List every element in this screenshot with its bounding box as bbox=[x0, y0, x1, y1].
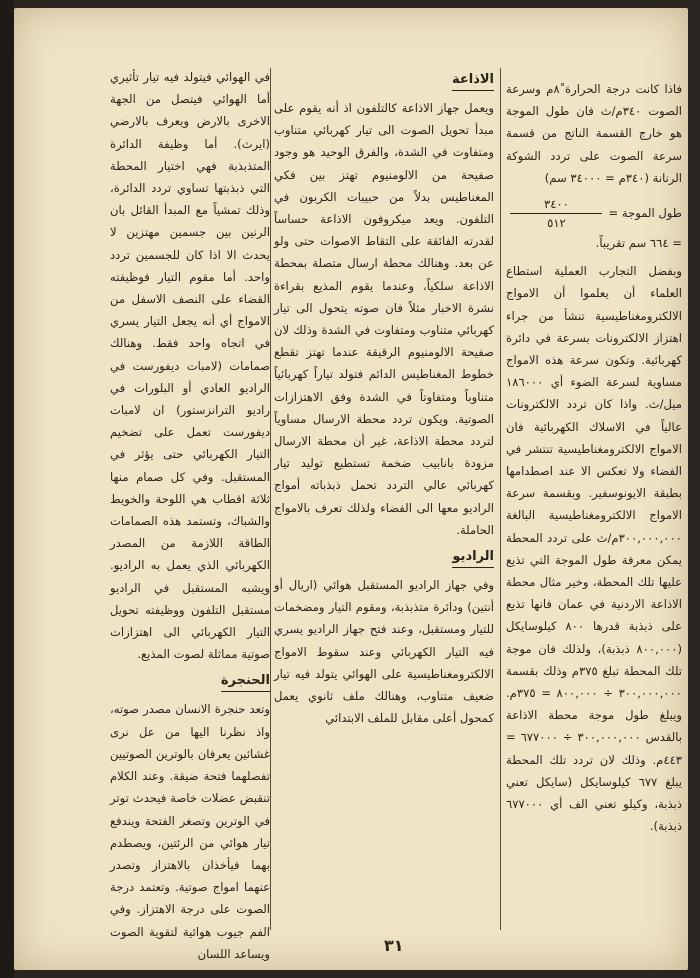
formula-denominator: ٥١٢ bbox=[547, 216, 566, 231]
paragraph: وبفضل التجارب العملية استطاع العلماء أن يعلموا أن الامواج الالكترومغناطيسية تنشأ من جراء اهتزاز الالكترونات بسرعة في دائرة كهربائية. وتكون سرعة هذه الامواج مساوية لسرعة الضوء أي ١٨٦٠٠٠ ميل/ث. واذا كان تردد الالكترونات عالياً في الاسلاك الكهربائية فان الامواج الالكترومغناطيسية تنتشر في الفضاء ولا تعكس الا عند اصطدامها بطبقة الايونوسفير. وبقسمة سرعة الامواج الالكترومغناطيسية البالغة ٣٠٠,٠٠٠,٠٠٠م/ث على تردد المحطة يمكن معرفة طول الموجة التي تذيع عليها تلك المحطة، وخير مثال محطة الاذاعة الاردنية في عمان فانها تذيع على ذبذبة قدرها ٨٠٠ كيلوسايكل (٨٠٠,٠٠٠ ذبذبة)، ولذلك فان موجة تلك المحطة تبلغ ٣٧٥م وذلك بقسمة ٣٠٠,٠٠٠,٠٠٠ ÷ ٨٠٠,٠٠٠ = ٣٧٥م. ويبلغ طول موجة محطة الاذاعة بالقدس ٣٠٠,٠٠٠,٠٠٠ ÷ ٦٧٧٠٠٠ = ٤٤٣م. وذلك لان تردد تلك المحطة يبلغ ٦٧٧ كيلوسايكل (سايكل تعني ذبذبة، وكيلو تعني الف أي ٦٧٧٠٠٠ ذبذبة). bbox=[506, 264, 683, 834]
wavelength-formula bbox=[506, 195, 682, 254]
section-heading-radio: الراديو bbox=[452, 547, 494, 568]
paragraph: في الهوائي فيتولد فيه تيار تأثيري أما الهوائي فيتصل من الجهة الاخرى بالارض ويعرف بالارضي (ايرث). أما وظيفة الدائرة المتذبذبة فهي اختيار المحطة التي ذبذبتها تساوي تردد الدائرة، وذلك تمشياً مع المبدأ القائل بان الرنين بين جسمين مهتزين لا يحدث الا اذا كان للجسمين تردد واحد. أما مقوم التيار فوظيفته القضاء على النصف الاسفل من الامواج أي أنه يجعل التيار يسري في اتجاه واحد فقط. وهنالك صمامات (لامبات ديفورست في الراديو العادي أو البلورات في راديو الترانزستور) ان لامبات ديفورست تعمل على تضخيم التيار الكهربائي حتى يؤثر في المستقبل. وفي كل صمام منها ثلاثة اقطاب هي اللوحة والخويط والشباك، وتستمد هذه الصمامات الطاقة اللازمة من المصدر الكهربائي الذي يعمل به الراديو. ويشبه المستقبل في الراديو مستقبل التلفون ووظيفته تحويل التيار الكهربائي الى اهتزازات صوتية مماثلة لصوت المذيع. bbox=[110, 70, 270, 662]
page-edge bbox=[0, 0, 14, 978]
middle-column bbox=[274, 66, 494, 731]
magazine-page bbox=[14, 8, 688, 970]
paragraph: وفي جهاز الراديو المستقبل هوائي (اريال أو أنتين) ودائرة متذبذبة، ومقوم التيار ومضخمات للتيار ومستقبل، وعند فتح جهاز الراديو يسري فيه التيار الكهربائي وعند سقوط الامواج الالكترومغناطيسية على الهوائي يتولد فيه تيار ضعيف متناوب، وهنالك ملف ثانوي يعمل كمحول أعلى مقابل للملف الابتدائي bbox=[274, 578, 494, 726]
column-rule-right bbox=[500, 68, 501, 930]
section-heading-broadcasting: الاذاعة bbox=[452, 70, 494, 91]
paragraph: وتعد حنجرة الانسان مصدر صوته، واذ نظرنا اليها من عل نرى غشائين يعرفان بالوترين الصوتيين تفصلهما فتحة ضيقة. وعند الكلام تنقبض عضلات خاصة فيحدث توتر في الوترين وتصغر الفتحة ويندفع تيار هوائي من الرئتين، ويصطدم بهما فيأخذان بالاهتزاز وتصدر عنهما امواج صوتية. وتعتمد درجة الصوت على درجة الاهتزاز. وفي الفم جيوب هوائية لتقوية الصوت ويساعد اللسان bbox=[110, 702, 270, 961]
formula-result: = ٦٦٤ سم تقريباً. bbox=[595, 236, 682, 251]
column-rule-left bbox=[270, 68, 271, 930]
section-heading-larynx: الحنجرة bbox=[221, 671, 270, 692]
paragraph: ويعمل جهاز الاذاعة كالتلفون اذ أنه يقوم على مبدأ تحويل الصوت الى تيار كهربائي متناوب ومتفاوت في الشدة، والفرق الوحيد هو وجود صفيحة من الالومنيوم تهتز بين فكي المغناطيس بدلاً من حبيبات الكربون في التلفون. ويعد ميكروفون الاذاعة حساساً لقدرته الفائقة على التقاط الاصوات حتى ولو عن بعد. وهنالك محطة ارسال متصلة بمحطة الاذاعة سلكياً، وعندما يقوم المذيع بقراءة نشرة الاخبار مثلاً فان صوته يتحول الى تيار كهربائي متناوب ومتفاوت في الشدة وذلك لان صفيحة الالومنيوم الرقيقة عندما تهتز تقطع خطوط المغناطيس الدائم فتولد تياراً كهربائياً متناوباً ومتفاوتاً في الشدة وفق الاهتزازات الصوتية. ويكون تردد محطة الارسال مساوياً لتردد محطة الاذاعة، غير أن محطة الارسال مزودة بانابيب ضخمة تستطيع توليد تيار كهربائي عالي التردد تحمل ذبذباته أمواج الراديو معها الى الفضاء ولذلك تعرف بالامواج الحاملة. bbox=[274, 101, 494, 537]
formula-label: طول الموجة = bbox=[608, 206, 682, 221]
paragraph: فاذا كانت درجة الحرارة ٨ْم وسرعة الصوت ٣٤٠م/ث فان طول الموجة هو خارج القسمة الناتج من قسمة سرعة الصوت على تردد الشوكة الرنانة (٣٤٠م = ٣٤٠٠٠ سم) bbox=[506, 82, 682, 185]
formula-fraction bbox=[510, 195, 602, 232]
left-column bbox=[110, 66, 270, 967]
page-number: ٣١ bbox=[384, 936, 404, 955]
right-column bbox=[506, 78, 682, 840]
formula-numerator: ٣٤٠٠ bbox=[510, 195, 602, 214]
